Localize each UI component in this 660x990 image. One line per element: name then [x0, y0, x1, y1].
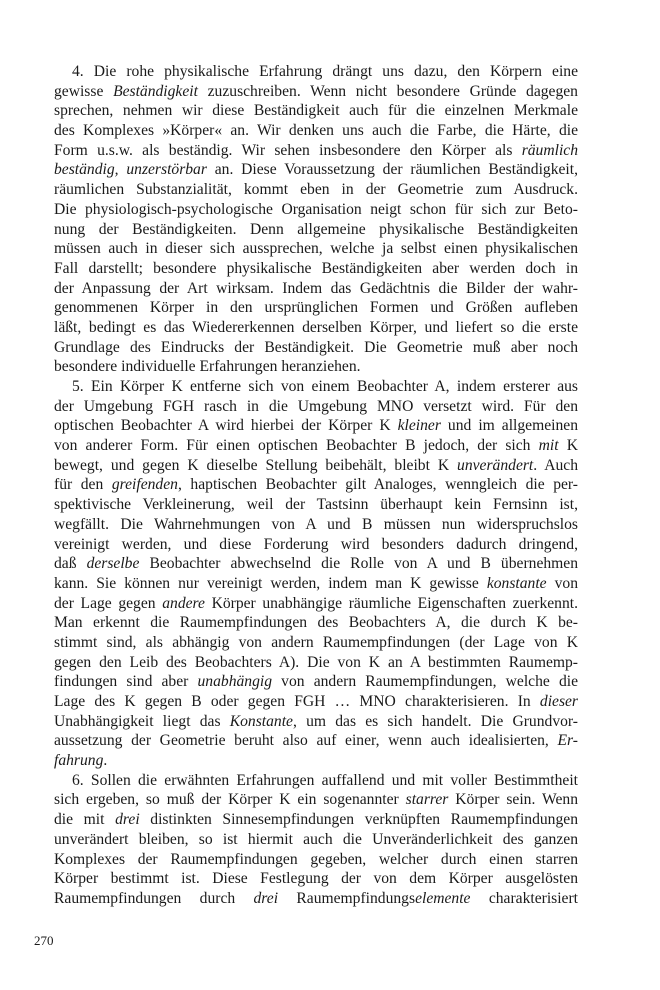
text-line [54, 830, 578, 850]
text-line [54, 594, 578, 614]
text-line [54, 850, 578, 870]
italic-run: mit [538, 437, 559, 455]
text-run: nung der Beständigkeiten. Denn allgemeine physikalische Beständigkeiten [54, 220, 578, 238]
text-line [54, 239, 578, 259]
text-run: Raumempfindungs [278, 889, 416, 907]
text-run: besondere individuelle Erfahrungen heranziehen. [54, 358, 361, 376]
text-line [54, 220, 578, 240]
text-run: findungen sind aber [54, 673, 198, 691]
text-line [54, 574, 578, 594]
italic-run: kleiner [397, 417, 441, 435]
text-line [54, 121, 578, 141]
text-run: der Anpassung der Art wirksam. Indem das Gedächtnis die Bilder der wahr- [54, 279, 578, 297]
text-run: unverändert bleiben, so ist hiermit auch die Unveränderlichkeit des ganzen [54, 830, 578, 848]
text-run: bewegt, und gegen K dieselbe Stellung beibehält, bleibt K [54, 456, 458, 474]
text-line [54, 633, 578, 653]
italic-run: unverändert [457, 456, 534, 474]
text-line [54, 82, 578, 102]
text-run: daß [54, 555, 87, 573]
text-line [54, 790, 578, 810]
italic-run: räumlich [521, 141, 578, 159]
text-run: die mit [54, 811, 116, 829]
text-run: aussetzung der Geometrie beruht also auf einer, wenn auch idealisierten, [54, 732, 558, 750]
text-line [54, 456, 578, 476]
italic-run: derselbe [86, 555, 140, 573]
text-line [54, 279, 578, 299]
text-run: spektivische Verkleinerung, weil der Tastsinn überhaupt kein Fernsinn ist, [54, 496, 578, 514]
text-run: Raumempfindungen durch [54, 889, 254, 907]
text-run: , haptischen Beobachter gilt Analoges, wenngleich die per- [177, 476, 578, 494]
text-run: K [558, 437, 578, 455]
text-run: des Komplexes »Körper« an. Wir denken uns auch die Farbe, die Härte, die [54, 122, 578, 140]
text-line [54, 160, 578, 180]
italic-run: beständig, unzerstörbar [54, 161, 207, 179]
text-run: Beobachter abwechselnd die Rolle von A und B übernehmen [139, 555, 579, 573]
text-run: Grundlage des Eindrucks der Beständigkeit. Die Geometrie muß aber noch [54, 338, 578, 356]
text-run: gegen den Leib des Beobachters A). Die von K an A bestimmten Raumemp- [54, 653, 578, 671]
text-line [54, 869, 578, 889]
text-run: vereinigt werden, und diese Forderung wird besonders dadurch dringend, [54, 535, 578, 553]
body-text [54, 62, 578, 909]
italic-run: drei [115, 811, 140, 829]
text-line [54, 180, 578, 200]
text-line [54, 357, 578, 377]
text-run: an. Diese Voraussetzung der räumlichen Beständigkeit, [206, 161, 578, 179]
italic-run: fahrung [54, 752, 104, 770]
text-line [54, 397, 578, 417]
italic-run: Er- [557, 732, 578, 750]
text-line [54, 62, 578, 82]
text-line [54, 515, 578, 535]
italic-run: konstante [486, 574, 547, 592]
italic-run: Konstante [229, 712, 293, 730]
text-run: distinkten Sinnesempfindungen verknüpften Raumempfindungen [139, 811, 578, 829]
text-run: , um das es sich handelt. Die Grundvor- [292, 712, 578, 730]
text-line [54, 495, 578, 515]
text-run: Unabhängigkeit liegt das [54, 712, 230, 730]
text-line [54, 298, 578, 318]
text-run: sprechen, nehmen wir diese Beständigkeit auch für die einzelnen Merkmale [54, 102, 578, 120]
text-run: Lage des K gegen B oder gegen FGH … MNO charakterisieren. In [54, 693, 540, 710]
text-run: zuzuschreiben. Wenn nicht besondere Gründe dagegen [197, 82, 578, 100]
text-line [54, 554, 578, 574]
text-line [54, 101, 578, 121]
italic-run: dieser [539, 693, 578, 710]
text-run: räumlichen Substanzialität, kommt eben in der Geometrie zum Ausdruck. [54, 181, 578, 199]
text-run: 4. Die rohe physikalische Erfahrung drängt uns dazu, den Körpern eine [72, 63, 578, 80]
text-line [54, 771, 578, 791]
text-run: der Umgebung FGH rasch in die Umgebung MNO versetzt wird. Für den [54, 397, 578, 415]
text-run: läßt, bedingt es das Wiedererkennen derselben Körper, und liefert so die erste [54, 318, 578, 336]
italic-run: andere [162, 594, 205, 612]
text-run: wegfällt. Die Wahrnehmungen von A und B müssen nun widerspruchslos [54, 515, 578, 533]
text-run: . [103, 752, 108, 770]
text-run: Komplexes der Raumempfindungen gegeben, welcher durch einen starren [54, 850, 578, 868]
text-line [54, 535, 578, 555]
text-run: charakterisiert [470, 889, 578, 907]
text-line [54, 200, 578, 220]
text-run: sich ergeben, so muß der Körper K ein sogenannter [54, 791, 406, 809]
text-run: von anderer Form. Für einen optischen Beobachter B jedoch, der sich [54, 437, 539, 455]
text-run: Man erkennt die Raumempfindungen des Beobachters A, die durch K be- [54, 614, 578, 632]
text-run: Die physiologisch-psychologische Organisation neigt schon für sich zur Beto- [54, 200, 578, 218]
text-run: 5. Ein Körper K entferne sich von einem Beobachter A, indem ersterer aus [72, 378, 578, 395]
text-line [54, 731, 578, 751]
text-line [54, 141, 578, 161]
text-run: und im allgemeinen [440, 417, 578, 435]
text-run: genommenen Körper in den ursprünglichen Formen und Größen aufleben [54, 299, 578, 317]
italic-run: drei [253, 889, 279, 907]
text-run: für den [54, 476, 112, 494]
text-run: 6. Sollen die erwähnten Erfahrungen auffallend und mit voller Bestimmtheit [72, 771, 578, 789]
text-run: stimmt sind, als abhängig von andern Raumempfindungen (der Lage von K [54, 633, 578, 651]
text-line [54, 810, 578, 830]
text-line [54, 318, 578, 338]
italic-run: greifenden [111, 476, 178, 494]
text-run: der Lage gegen [54, 594, 163, 612]
text-run: Körper sein. Wenn [448, 791, 578, 809]
text-run: Körper unabhängige räumliche Eigenschaften zuerkennt. [204, 594, 578, 612]
text-run: Körper bestimmt ist. Diese Festlegung der von dem Körper ausgelösten [54, 870, 578, 888]
text-line [54, 475, 578, 495]
text-line [54, 653, 578, 673]
italic-run: elemente [415, 889, 471, 907]
italic-run: starrer [405, 791, 449, 809]
text-run: Fall darstellt; besondere physikalische Beständigkeiten aber werden doch in [54, 259, 578, 277]
text-line [54, 712, 578, 732]
text-line [54, 613, 578, 633]
text-run: kann. Sie können nur vereinigt werden, indem man K gewisse [54, 574, 487, 592]
text-run: von andern Raumempfindungen, welche die [272, 673, 578, 691]
text-line [54, 889, 578, 909]
italic-run: unabhängig [197, 673, 273, 691]
page-number: 270 [34, 933, 54, 948]
text-run: müssen auch in dieser sich aussprechen, welche ja selbst einen physikalischen [54, 240, 578, 258]
text-line [54, 338, 578, 358]
text-line [54, 692, 578, 712]
text-line [54, 672, 578, 692]
text-line [54, 436, 578, 456]
text-run: Form u.s.w. als beständig. Wir sehen insbesondere den Körper als [54, 141, 522, 159]
text-run: gewisse [54, 82, 114, 100]
text-run: optischen Beobachter A wird hierbei der Körper K [54, 417, 398, 435]
text-line [54, 377, 578, 397]
text-line [54, 416, 578, 436]
italic-run: Beständigkeit [113, 82, 198, 100]
text-line [54, 259, 578, 279]
text-run: von [546, 574, 578, 592]
text-run: . Auch [533, 456, 579, 474]
text-line [54, 751, 578, 771]
